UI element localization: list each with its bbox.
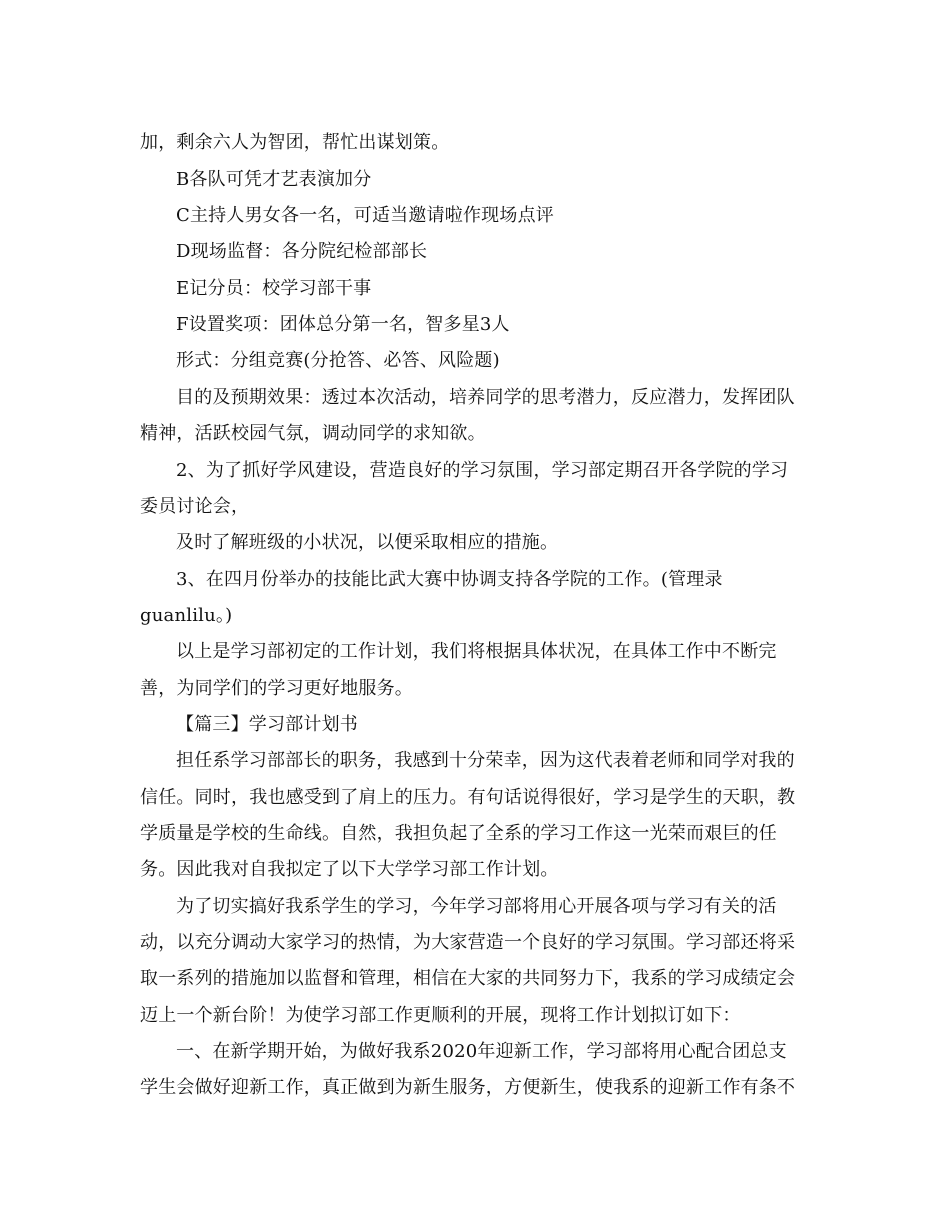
- text-line: 形式：分组竞赛(分抢答、必答、风险题): [176, 350, 500, 371]
- text-line: D现场监督：各分院纪检部部长: [176, 241, 428, 262]
- text-line: 善，为同学们的学习更好地服务。: [140, 678, 413, 699]
- text-line: C主持人男女各一名，可适当邀请啦作现场点评: [176, 205, 554, 226]
- text-line: 一、在新学期开始，为做好我系2020年迎新工作，学习部将用心配合团总支: [176, 1041, 787, 1062]
- text-line: 以上是学习部初定的工作计划，我们将根据具体状况，在具体工作中不断完: [176, 641, 777, 662]
- text-line: 动，以充分调动大家学习的热情，为大家营造一个良好的学习氛围。学习部还将采: [140, 932, 796, 953]
- text-line: 信任。同时，我也感受到了肩上的压力。有句话说得很好，学习是学生的天职，教: [140, 787, 796, 808]
- text-line: F设置奖项：团体总分第一名，智多星3人: [176, 314, 510, 335]
- text-line: 精神，活跃校园气氛，调动同学的求知欲。: [140, 423, 486, 444]
- text-line: 担任系学习部部长的职务，我感到十分荣幸，因为这代表着老师和同学对我的: [176, 750, 795, 771]
- text-line: 2、为了抓好学风建设，营造良好的学习氛围，学习部定期召开各学院的学习: [176, 460, 789, 481]
- text-line: 目的及预期效果：透过本次活动，培养同学的思考潜力，反应潜力，发挥团队: [176, 387, 795, 408]
- text-line: 及时了解班级的小状况，以便采取相应的措施。: [176, 532, 559, 553]
- text-line: B各队可凭才艺表演加分: [176, 169, 372, 190]
- text-line: 取一系列的措施加以监督和管理，相信在大家的共同努力下，我系的学习成绩定会: [140, 968, 796, 989]
- text-line: 学质量是学校的生命线。自然，我担负起了全系的学习工作这一光荣而艰巨的任: [140, 823, 777, 844]
- text-line: 为了切实搞好我系学生的学习，今年学习部将用心开展各项与学习有关的活: [176, 896, 777, 917]
- text-line: 务。因此我对自我拟定了以下大学学习部工作计划。: [140, 859, 559, 880]
- section-heading: 【篇三】学习部计划书: [176, 714, 358, 735]
- text-line: E记分员：校学习部干事: [176, 278, 372, 299]
- text-line: 迈上一个新台阶！为使学习部工作更顺利的开展，现将工作计划拟订如下：: [140, 1005, 741, 1026]
- text-line: guanlilu。): [140, 605, 233, 626]
- text-line: 加，剩余六人为智团，帮忙出谋划策。: [140, 132, 450, 153]
- text-line: 委员讨论会，: [140, 496, 250, 517]
- text-line: 学生会做好迎新工作，真正做到为新生服务，方便新生，使我系的迎新工作有条不: [140, 1077, 796, 1098]
- text-line: 3、在四月份举办的技能比武大赛中协调支持各学院的工作。(管理录: [176, 569, 723, 590]
